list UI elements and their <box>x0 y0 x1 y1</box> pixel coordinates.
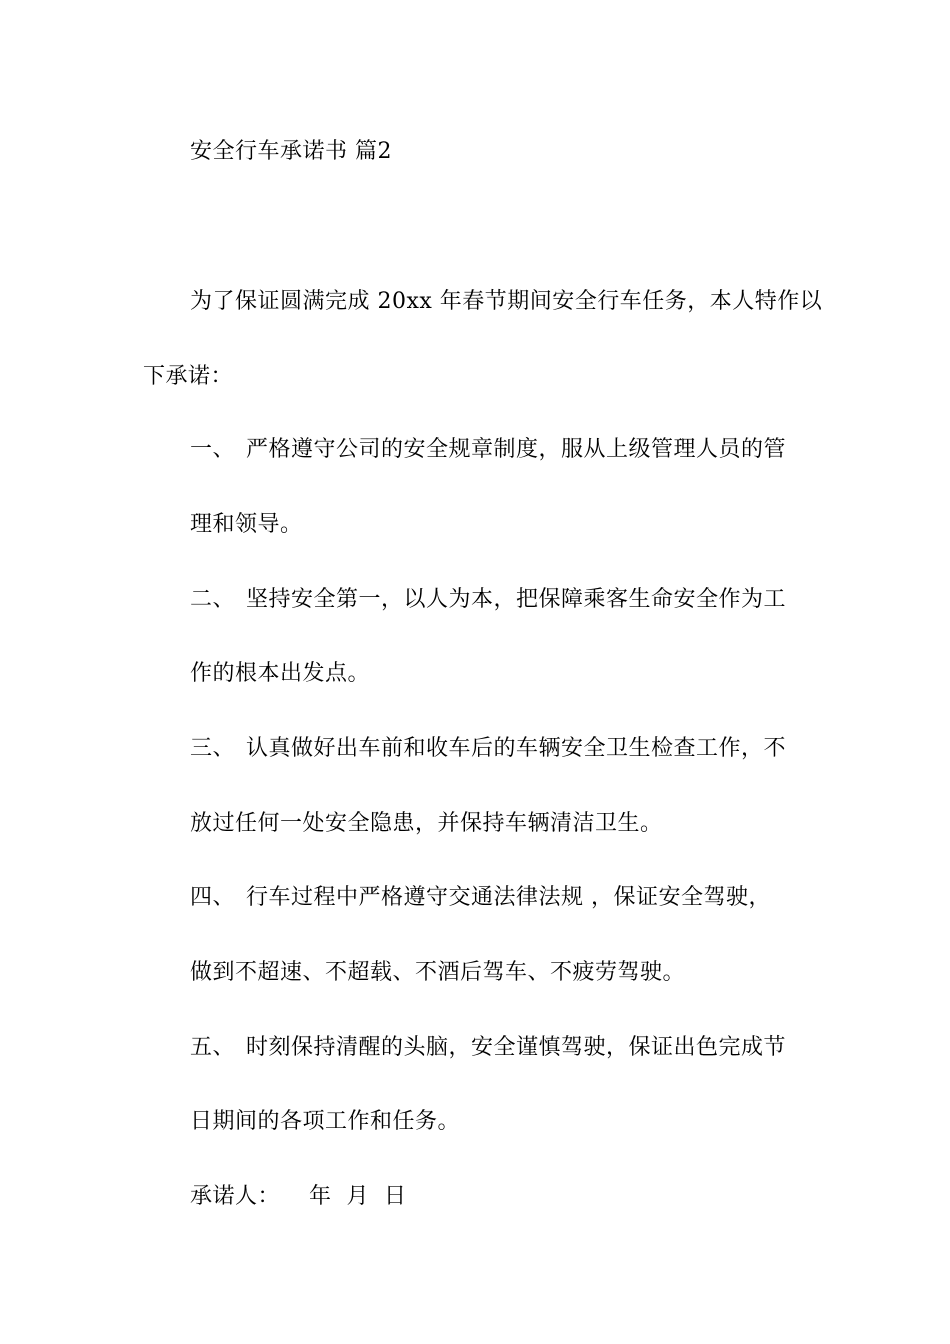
item-1-line-1 <box>190 435 786 465</box>
item-4-line-2: 做到不超速、不超载、不酒后驾车、不疲劳驾驶。 <box>190 960 686 985</box>
item-3-line-1 <box>190 734 786 764</box>
item-1-line-2: 理和领导。 <box>190 512 303 537</box>
item-3-line-2: 放过任何一处安全隐患，并保持车辆清洁卫生。 <box>190 811 663 836</box>
intro-line-1: 为了保证圆满完成 20xx 年春节期间安全行车任务，本人特作以 <box>190 289 823 314</box>
item-2-marker: 二、 <box>190 587 236 612</box>
item-2-line-2: 作的根本出发点。 <box>190 661 371 686</box>
item-4-marker: 四、 <box>190 885 236 910</box>
item-5-marker: 五、 <box>190 1035 236 1060</box>
item-3-marker: 三、 <box>190 736 236 761</box>
item-5-text: 时刻保持清醒的头脑，安全谨慎驾驶，保证出色完成节 <box>246 1035 787 1060</box>
signature-label: 承诺人： <box>190 1184 281 1209</box>
item-2-line-1 <box>190 585 786 615</box>
item-5-line-2: 日期间的各项工作和任务。 <box>190 1109 461 1134</box>
item-5-line-1 <box>190 1033 786 1063</box>
item-3-text: 认真做好出车前和收车后的车辆安全卫生检查工作，不 <box>246 736 787 761</box>
item-1-text: 严格遵守公司的安全规章制度，服从上级管理人员的管 <box>246 437 787 462</box>
date-placeholder: 年 月 日 <box>309 1184 407 1209</box>
item-4-line-1 <box>190 883 771 913</box>
document-title: 安全行车承诺书 篇2 <box>190 139 392 164</box>
item-4-text: 行车过程中严格遵守交通法律法规 ，保证安全驾驶， <box>246 885 771 910</box>
item-2-text: 坚持安全第一，以人为本，把保障乘客生命安全作为工 <box>246 587 787 612</box>
signature-line <box>190 1182 407 1212</box>
intro-line-2: 下承诺： <box>143 364 234 389</box>
item-1-marker: 一、 <box>190 437 236 462</box>
